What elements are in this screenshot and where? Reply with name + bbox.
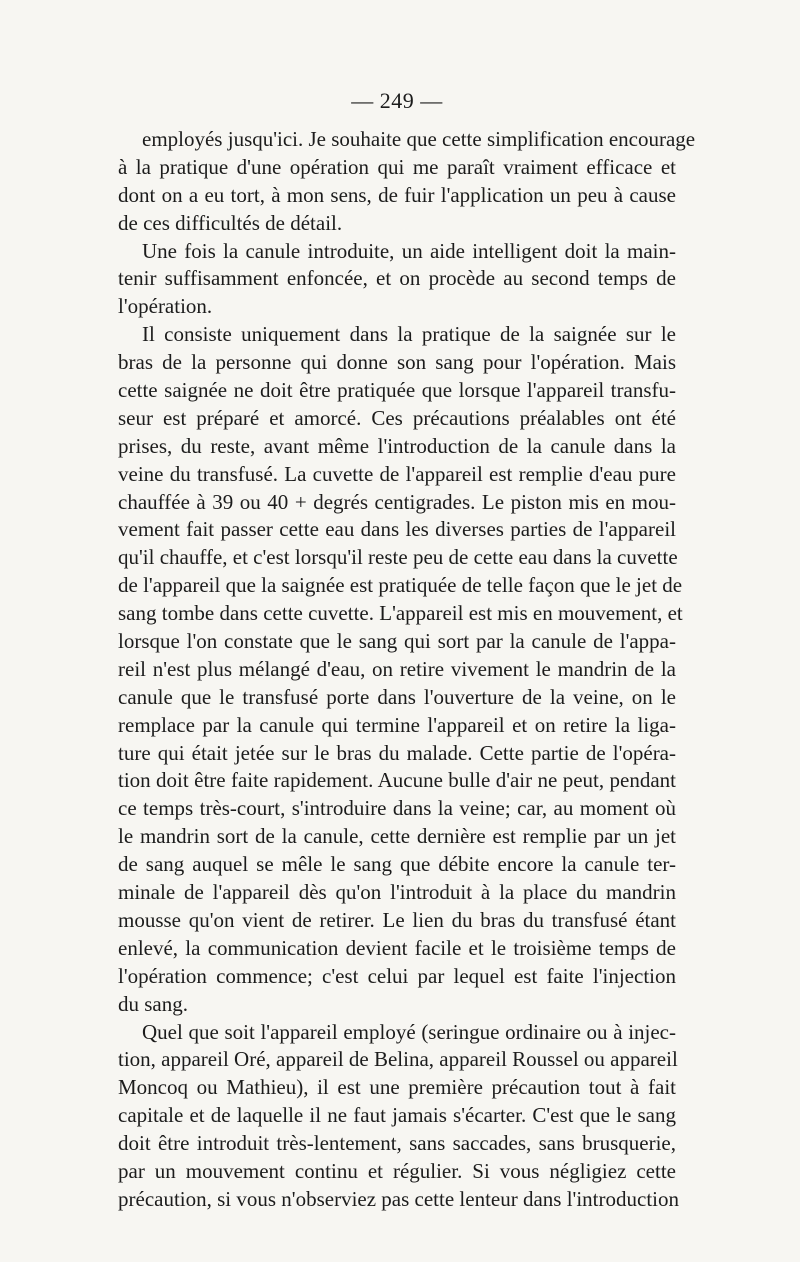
text-line: l'opération commence; c'est celui par lequel est faite l'injection [118, 963, 676, 988]
page-number: — 249 — [351, 88, 443, 113]
text-line: employés jusqu'ici. Je souhaite que cette simplification encourage [142, 127, 696, 151]
text-line: ture qui était jetée sur le bras du malade. Cette partie de l'opéra- [118, 740, 676, 765]
text-line: Moncoq ou Mathieu), il est une première précaution tout à fait [118, 1075, 676, 1100]
text-line: de sang auquel se mêle le sang que débite encore la canule ter- [118, 852, 676, 877]
text-line: à la pratique d'une opération qui me paraît vraiment efficace et [118, 154, 676, 179]
text-line: ce temps très-court, s'introduire dans la veine; car, au moment où [118, 796, 676, 821]
paragraph [118, 321, 683, 1018]
text-line: sang tombe dans cette cuvette. L'appareil est mis en mouvement, et [118, 601, 683, 626]
text-line: tion, appareil Oré, appareil de Belina, appareil Roussel ou appareil [118, 1047, 678, 1072]
text-body [118, 126, 696, 1214]
text-line: Il consiste uniquement dans la pratique de la saignée sur le [142, 322, 676, 347]
text-line: mousse qu'on vient de retirer. Le lien du bras du transfusé étant [118, 907, 676, 932]
paragraph [118, 238, 676, 322]
text-line: enlevé, la communication devient facile et le troisième temps de [118, 935, 676, 960]
text-line: veine du transfusé. La cuvette de l'appareil est remplie d'eau pure [118, 461, 676, 486]
text-line: l'opération. [118, 294, 213, 319]
text-line: prises, du reste, avant même l'introduction de la canule dans la [118, 433, 676, 458]
text-line: canule que le transfusé porte dans l'ouverture de la veine, on le [118, 684, 676, 709]
text-line: le mandrin sort de la canule, cette dernière est remplie par un jet [118, 824, 676, 849]
text-line: de ces difficultés de détail. [118, 210, 343, 235]
paragraph [118, 1019, 679, 1214]
text-line: Quel que soit l'appareil employé (seringue ordinaire ou à injec- [142, 1019, 676, 1044]
text-line: bras de la personne qui donne son sang pour l'opération. Mais [118, 350, 676, 375]
paragraph [118, 126, 696, 238]
text-line: remplace par la canule qui termine l'appareil et on retire la liga- [118, 712, 676, 737]
text-line: de l'appareil que la saignée est pratiquée de telle façon que le jet de [118, 573, 683, 598]
text-line: cette saignée ne doit être pratiquée que lorsque l'appareil transfu- [118, 378, 676, 403]
text-line: dont on a eu tort, à mon sens, de fuir l'application un peu à cause [118, 182, 676, 207]
text-line: précaution, si vous n'observiez pas cette lenteur dans l'introduction [118, 1186, 679, 1211]
text-line: lorsque l'on constate que le sang qui sort par la canule de l'appa- [118, 629, 676, 654]
text-line: vement fait passer cette eau dans les diverses parties de l'appareil [118, 517, 676, 542]
text-line: doit être introduit très-lentement, sans saccades, sans brusquerie, [118, 1131, 676, 1156]
text-line: qu'il chauffe, et c'est lorsqu'il reste peu de cette eau dans la cuvette [118, 545, 678, 570]
text-line: du sang. [118, 991, 188, 1016]
text-line: reil n'est plus mélangé d'eau, on retire vivement le mandrin de la [118, 656, 676, 681]
text-line: minale de l'appareil dès qu'on l'introduit à la place du mandrin [118, 880, 676, 905]
text-line: capitale et de laquelle il ne faut jamais s'écarter. C'est que le sang [118, 1103, 676, 1128]
text-line: tenir suffisamment enfoncée, et on procède au second temps de [118, 266, 676, 291]
text-line: tion doit être faite rapidement. Aucune bulle d'air ne peut, pendant [118, 768, 676, 793]
text-line: par un mouvement continu et régulier. Si vous négligiez cette [118, 1158, 676, 1183]
text-line: seur est préparé et amorcé. Ces précautions préalables ont été [118, 405, 676, 430]
text-line: Une fois la canule introduite, un aide intelligent doit la main- [142, 238, 676, 263]
text-line: chauffée à 39 ou 40 + degrés centigrades. Le piston mis en mou- [118, 489, 676, 514]
book-page [118, 86, 696, 1214]
